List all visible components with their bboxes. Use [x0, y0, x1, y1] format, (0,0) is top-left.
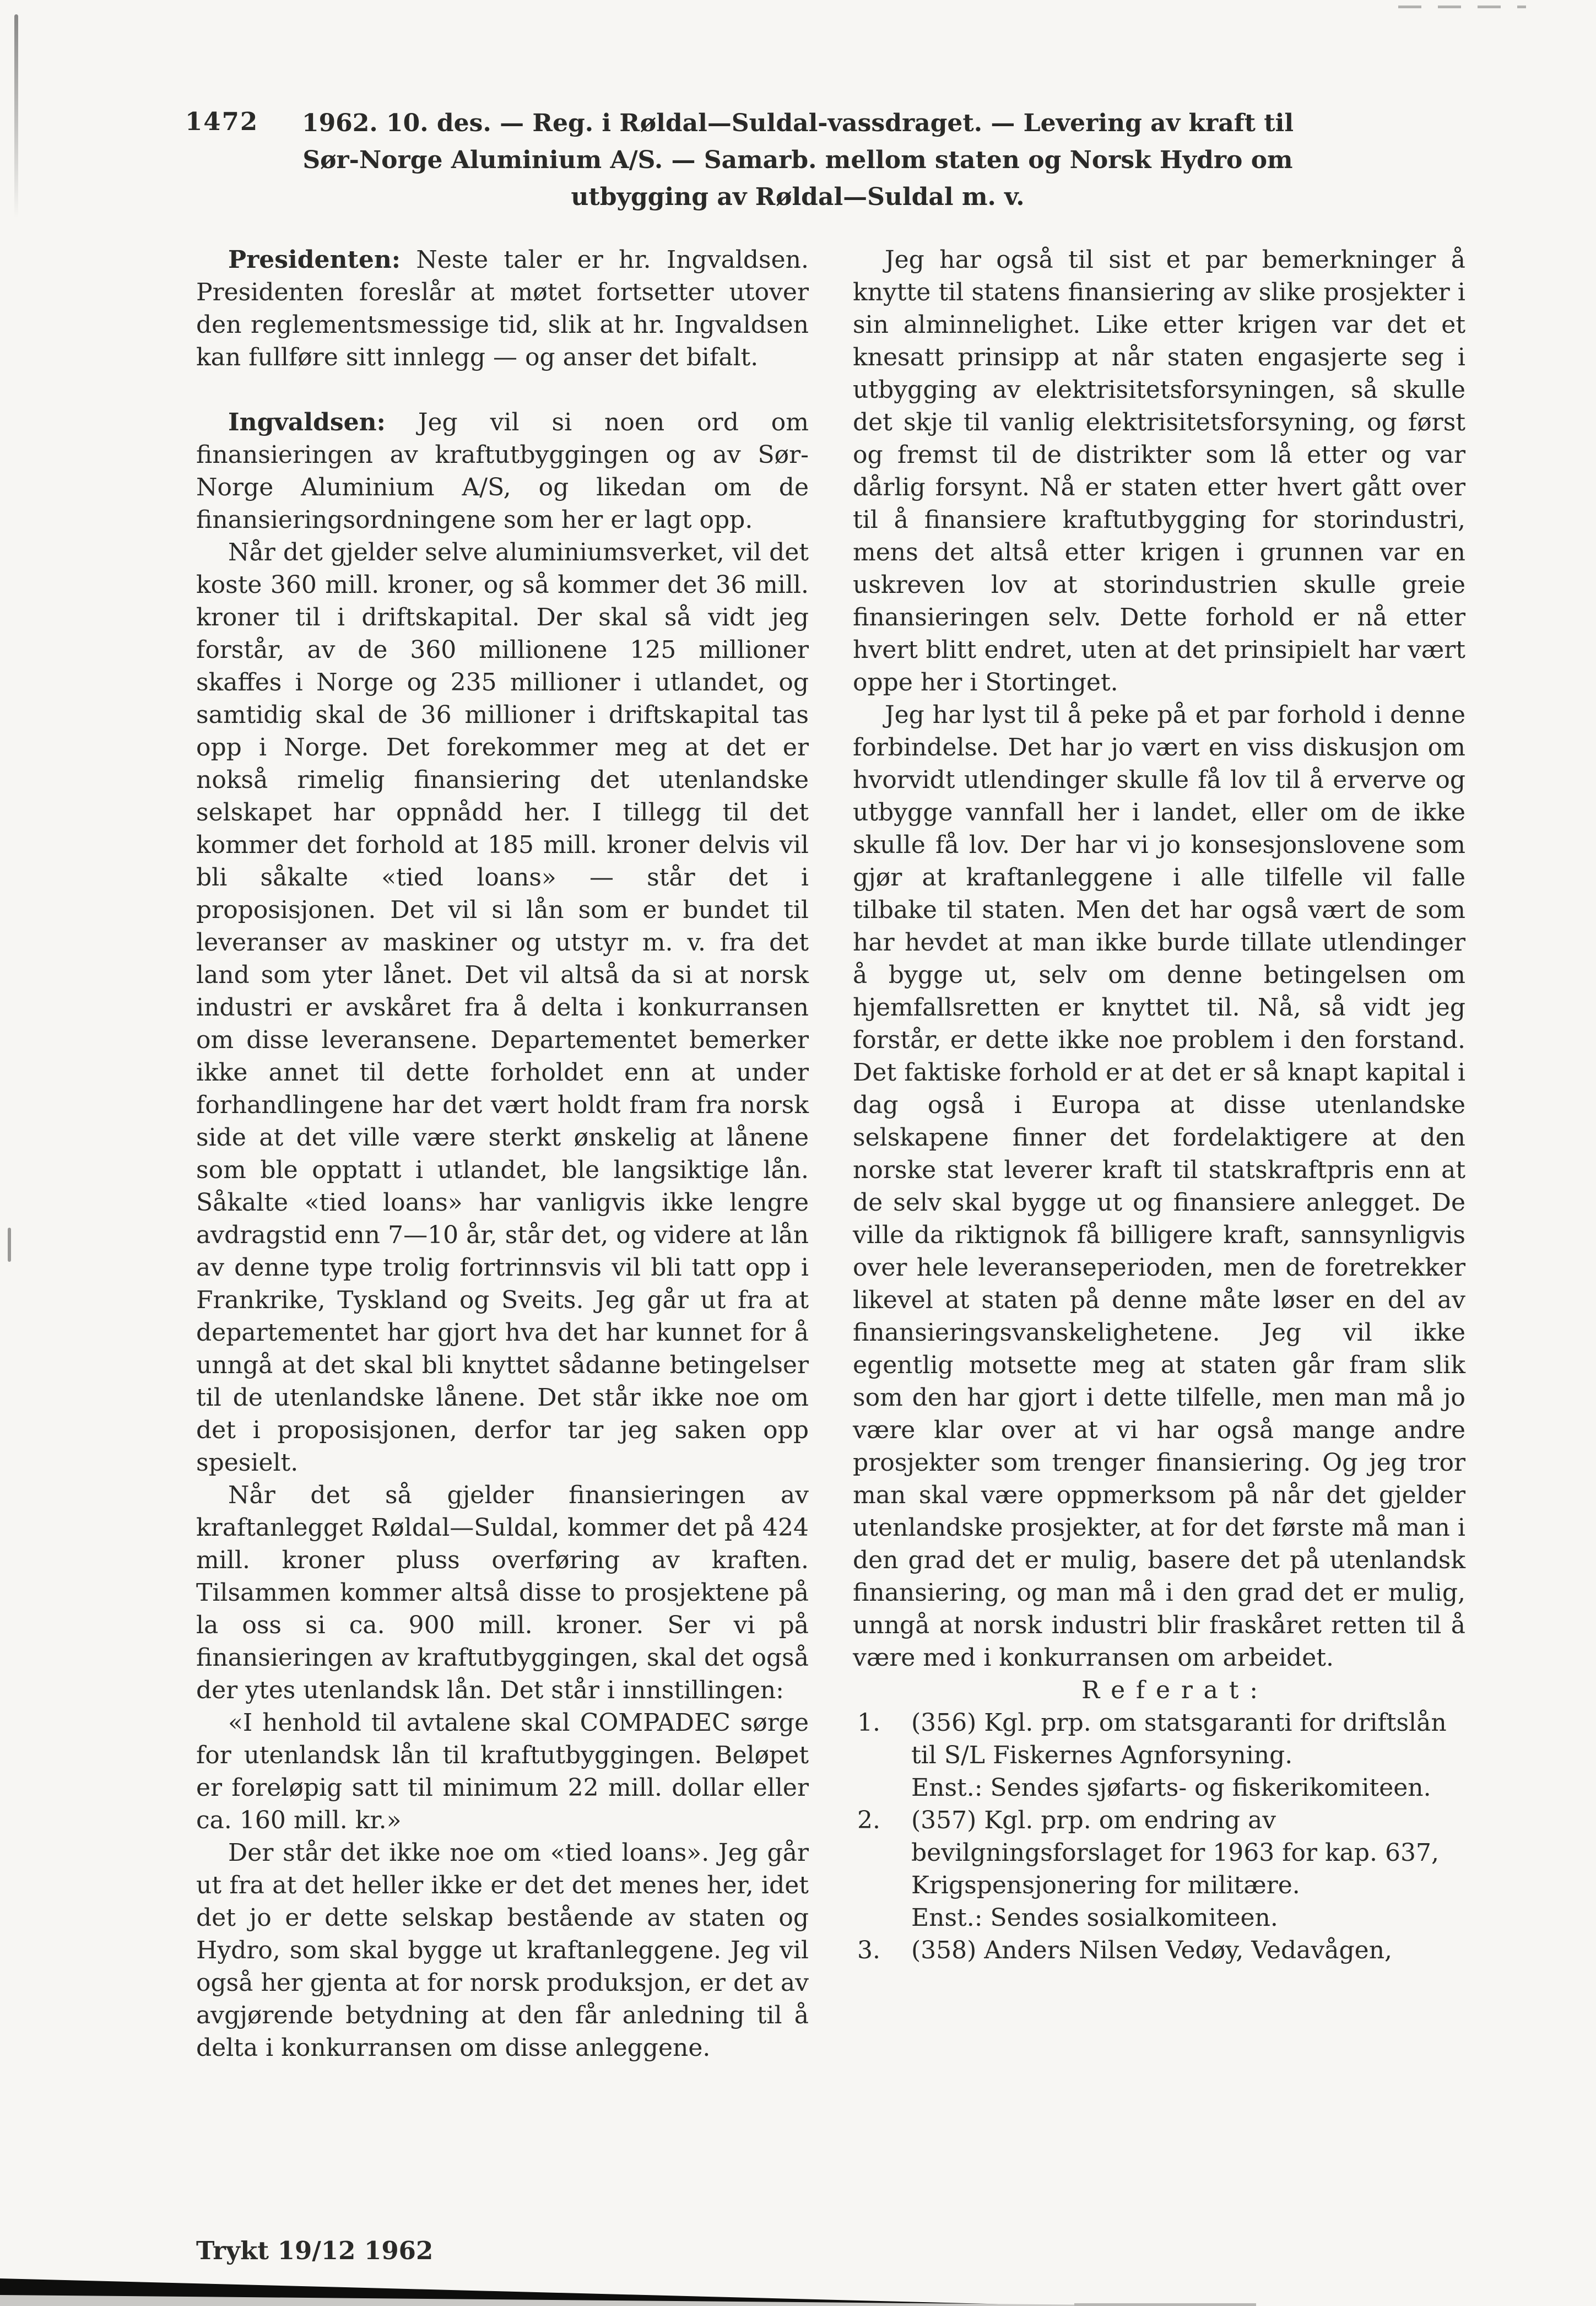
paragraph-text: Jeg har lyst til å peke på et par forhold i denne forbindelse. Det har jo vært en viss diskusjon om hvorvidt utlendinger skulle få lov til å erverve og utbygge vannfall her i landet, eller om de ikke skulle få lov. Der har vi jo konsesjonslovene som gjør at kraftanleggene i alle tilfelle vil falle tilbake til staten. Men det har også vært de som har hevdet at man ikke burde tillate utlendinger å bygge ut, selv om denne betingelsen om hjemfallsretten er knyttet til. Nå, så vidt jeg forstår, er dette ikke noe problem i den forstand. Det faktiske forhold er at det er så knapt kapital i dag også i Europa at disse utenlandske selskapene finner det fordelaktigere at den norske stat leverer kraft til statskraftpris enn at de selv skal bygge ut og finansiere anlegget. De ville da riktignok få billigere kraft, sannsynligvis over hele leveranseperioden, men de foretrekker likevel at staten på denne måte løser en del av finansieringsvanskelighetene. Jeg vil ikke egentlig motsette meg at staten går fram slik som den har gjort i dette tilfelle, men man må jo være klar over at vi har også mange andre prosjekter som trenger finansiering. Og jeg tror man skal være oppmerksom på når det gjelder utenlandske prosjekter, at for det første må man i den grad det er mulig, basere det på utenlandsk finansiering, og man må i den grad det er mulig, unngå at norsk industri blir fraskåret retten til å være med i konkurransen om arbeidet. [853, 701, 1465, 1672]
paragraph-text: «I henhold til avtalene skal COMPADEC sørge for utenlandsk lån til kraftutbyggingen. Beløpet er foreløpig satt til minimum 22 mill. dollar eller ca. 160 mill. kr.» [196, 1709, 809, 1834]
paragraph [196, 1837, 809, 2064]
referat-list [853, 1706, 1465, 1967]
paragraph [196, 1479, 809, 1706]
right-column [853, 244, 1465, 1967]
speaker-name: Ingvaldsen: [228, 408, 386, 436]
paragraph-text: Når det gjelder selve aluminiumsverket, vil det koste 360 mill. kroner, og så kommer det 36 mill. kroner til i driftskapital. Der skal så vidt jeg forstår, av de 360 millionene 125 millioner skaffes i Norge og 235 millioner i utlandet, og samtidig skal de 36 millioner i driftskapital tas opp i Norge. Det forekommer meg at det er nokså rimelig finansiering det utenlandske selskapet har oppnådd her. I tillegg til det kommer det forhold at 185 mill. kroner delvis vil bli såkalte «tied loans» — står det i proposisjonen. Det vil si lån som er bundet til leveranser av maskiner og utstyr m. v. fra det land som yter lånet. Det vil altså da si at norsk industri er avskåret fra å delta i konkurransen om disse leveransene. Departementet bemerker ikke annet til dette forholdet enn at under forhandlingene har det vært holdt fram fra norsk side at det ville være sterkt ønskelig at lånene som ble opptatt i utlandet, ble langsiktige lån. Såkalte «tied loans» har vanligvis ikke lengre avdragstid enn 7—10 år, står det, og videre at lån av denne type trolig fortrinnsvis vil bli tatt opp i Frankrike, Tyskland og Sveits. Jeg går ut fra at departementet har gjort hva det har kunnet for å unngå at det skal bli knyttet sådanne betingelser til de utenlandske lånene. Det står ikke noe om det i proposisjonen, derfor tar jeg saken opp spesielt. [196, 538, 809, 1477]
paragraph-quote [196, 1706, 809, 1837]
referat-item-decision: Enst.: Sendes sjøfarts- og fiskerikomiteen. [911, 1774, 1431, 1802]
speaker-name: Presidenten: [228, 246, 401, 274]
page-title [247, 105, 1349, 215]
scan-page-edge-artifact [0, 2267, 1596, 2306]
paragraph-presidenten [196, 244, 809, 374]
left-column [196, 244, 809, 2064]
paragraph-ingvaldsen [196, 406, 809, 536]
referat-item-decision: Enst.: Sendes sosialkomiteen. [911, 1904, 1278, 1932]
printed-date-note: Trykt 19/12 1962 [196, 2236, 434, 2265]
referat-item-text: (357) Kgl. prp. om endring av bevilgningsforslaget for 1963 for kap. 637, Krigspensjonering for militære. [911, 1806, 1439, 1899]
paragraph-text: Der står det ikke noe om «tied loans». Jeg går ut fra at det heller ikke er det det menes her, idet det jo er dette selskap bestående av staten og Hydro, som skal bygge ut kraftanleggene. Jeg vil også her gjenta at for norsk produksjon, er det av avgjørende betydning at den får anledning til å delta i konkurransen om disse anleggene. [196, 1839, 809, 2062]
page-title-line-2: Sør-Norge Aluminium A/S. — Samarb. mellom staten og Norsk Hydro om [302, 146, 1293, 174]
scan-dash-artifact [1398, 6, 1526, 8]
page-number: 1472 [185, 107, 259, 136]
paragraph [853, 244, 1465, 699]
paragraph-text: Jeg vil si noen ord om finansieringen av kraftutbyggingen og av Sør-Norge Aluminium A/S, og likedan om de finansieringsordningene som her er lagt opp. [196, 408, 809, 534]
referat-item-text: (356) Kgl. prp. om statsgaranti for driftslån til S/L Fiskernes Agnforsyning. [911, 1709, 1447, 1769]
scan-mark-artifact [8, 1228, 11, 1262]
referat-item [853, 1934, 1465, 1967]
page-title-line-3: utbygging av Røldal—Suldal m. v. [571, 183, 1025, 211]
paragraph [853, 699, 1465, 1674]
scan-streak-artifact [14, 14, 18, 218]
page-title-line-1: 1962. 10. des. — Reg. i Røldal—Suldal-vassdraget. — Levering av kraft til [301, 109, 1294, 137]
referat-item-number: 2. [857, 1806, 880, 1834]
referat-item-number: 3. [857, 1936, 880, 1964]
referat-item-text: (358) Anders Nilsen Vedøy, Vedavågen, [911, 1936, 1393, 1964]
referat-item [853, 1804, 1465, 1934]
referat-heading: Referat: [1081, 1676, 1269, 1704]
paragraph-text: Neste taler er hr. Ingvaldsen. Presidenten foreslår at møtet fortsetter utover den reglementsmessige tid, slik at hr. Ingvaldsen kan fullføre sitt innlegg — og anser det bifalt. [196, 246, 809, 371]
paragraph-text: Når det så gjelder finansieringen av kraftanlegget Røldal—Suldal, kommer det på 424 mill. kroner pluss overføring av kraften. Tilsammen kommer altså disse to prosjektene på la oss si ca. 900 mill. kroner. Ser vi på finansieringen av kraftutbyggingen, skal det også der ytes utenlandsk lån. Det står i innstillingen: [196, 1481, 809, 1704]
paragraph [196, 536, 809, 1479]
paragraph-text: Jeg har også til sist et par bemerkninger å knytte til statens finansiering av slike prosjekter i sin alminnelighet. Like etter krigen var det et knesatt prinsipp at når staten engasjerte seg i utbygging av elektrisitetsforsyningen, så skulle det skje til vanlig elektrisitetsforsyning, og først og fremst til de distrikter som lå etter og var dårlig forsynt. Nå er staten etter hvert gått over til å finansiere kraftutbygging for storindustri, mens det altså etter krigen i grunnen var en uskreven lov at storindustrien skulle greie finansieringen selv. Dette forhold er nå etter hvert blitt endret, uten at det prinsipielt har vært oppe her i Stortinget. [853, 246, 1465, 696]
referat-item-number: 1. [857, 1709, 880, 1737]
referat-item [853, 1706, 1465, 1804]
